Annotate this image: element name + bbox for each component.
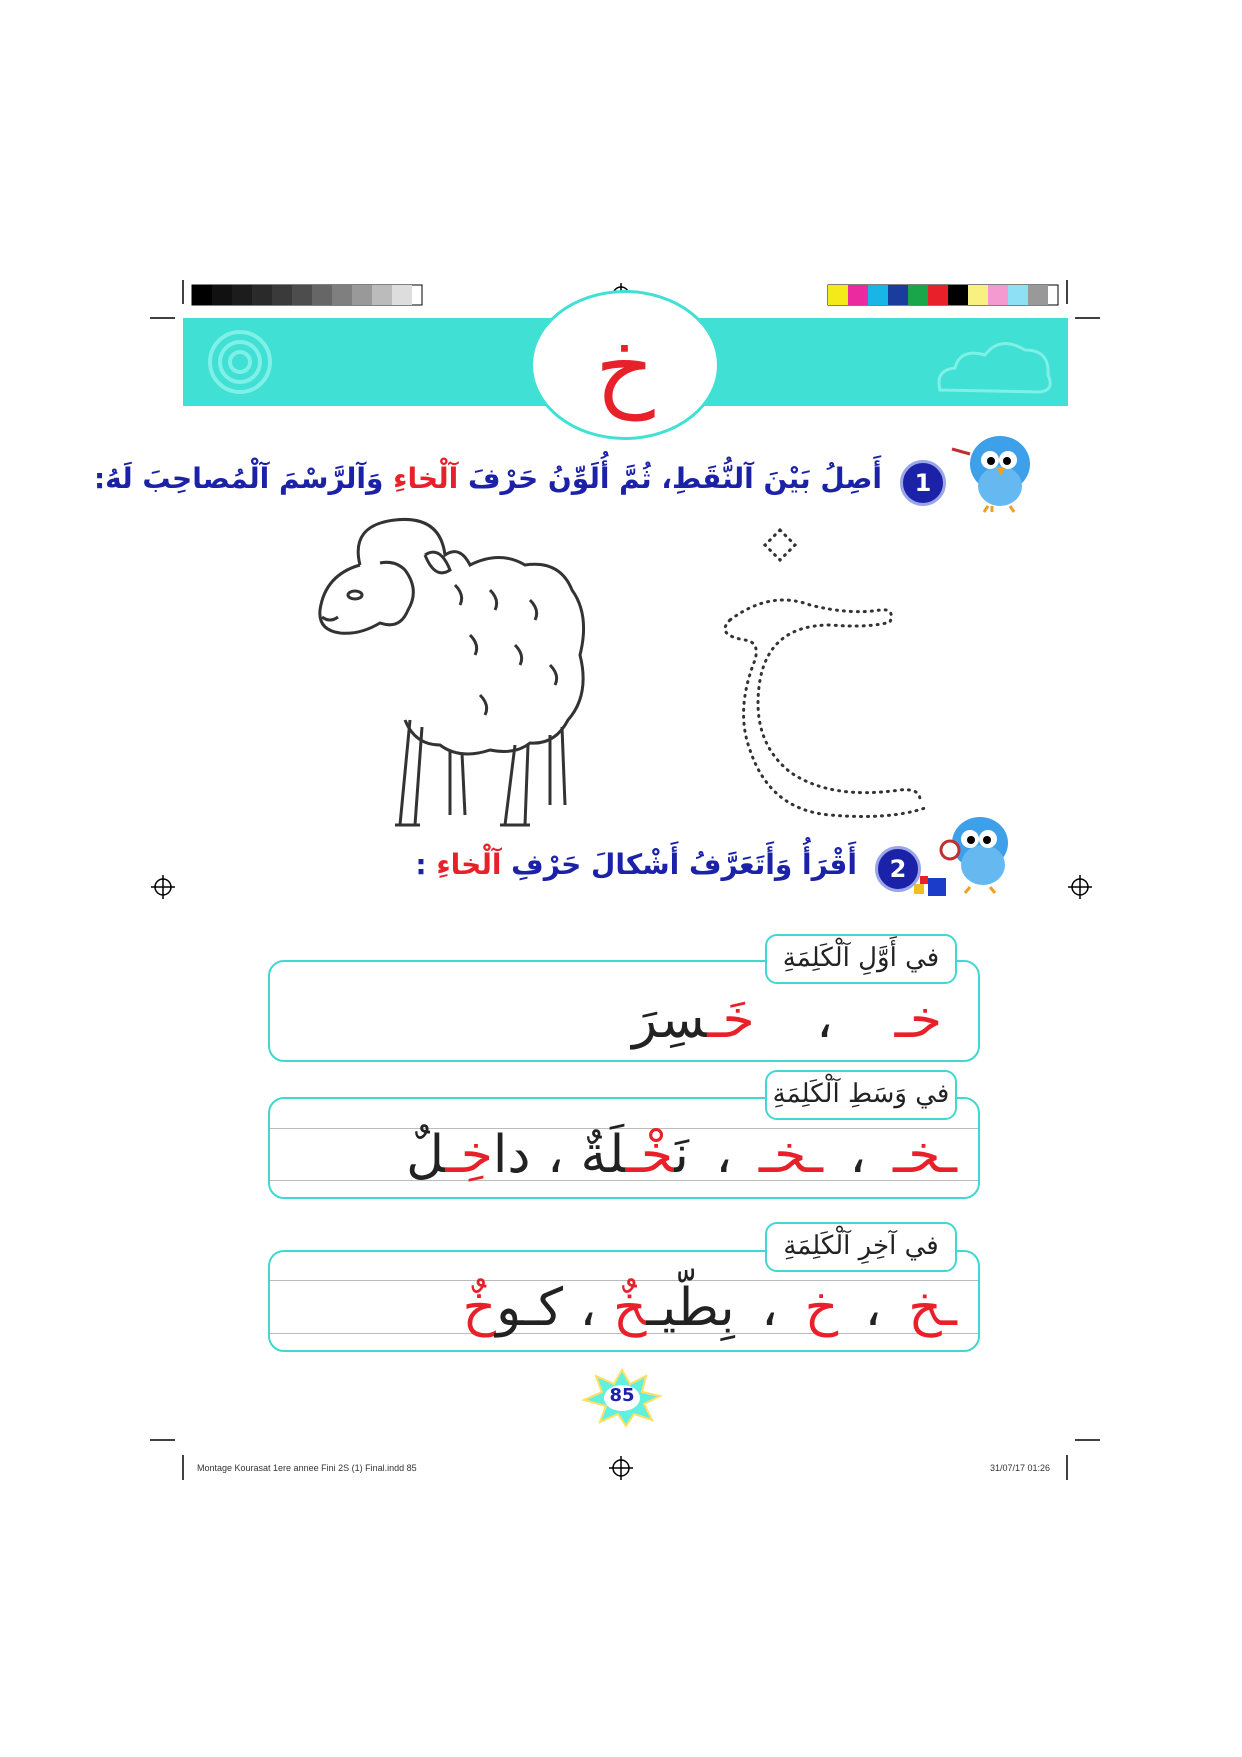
form-medial-1: ـخـ [892,1125,957,1185]
separator: ، [864,1278,882,1338]
section-beginning-forms [632,990,942,1050]
exercise-1-text-before: أَصِلُ بَيْنَ آلنُّقَطِ، ثُمَّ أُلَوِّنُ حَرْفَ [458,462,882,495]
sun-decoration-icon [185,318,305,406]
page-title-letter: خ [595,314,655,421]
separator: ، [849,1125,867,1185]
word-dakhil: داخِـلٌ [406,1125,531,1185]
form-final-connected: ـخ [908,1278,957,1338]
separator: ، [579,1278,597,1338]
section-beginning-label: في أَوَّلِ آلْكَلِمَةِ [765,934,957,984]
word-battikh: بِطّيـخٌ [612,1278,735,1338]
exercise-2-instruction [415,848,857,881]
exercise-2-number: 2 [875,846,921,892]
dotted-letter-kha [700,510,940,840]
exercise-2-text-after: : [415,848,437,881]
page-number: 85 [609,1385,635,1406]
separator: ، [816,990,833,1050]
separator: ، [715,1125,733,1185]
exercise-1-instruction [94,462,882,495]
exercise-2-text-before: أَقْرَأُ وَأَتَعَرَّفُ أَشْكالَ حَرْفِ [501,848,857,881]
section-end-forms [463,1278,957,1338]
sheep-drawing [300,505,600,835]
word-khasira: خَـسِرَ [632,990,755,1050]
form-initial: خـ [894,990,942,1050]
exercise-2-letter-name: آلْخاءِ [436,848,502,881]
bird-mascot-icon [950,424,1040,514]
form-isolated: خ [804,1278,839,1338]
exercise-1-text-after: وَآلرَّسْمَ آلْمُصاحِبَ لَهُ: [93,462,394,495]
footer-date: 31/07/17 01:26 [990,1463,1051,1473]
exercise-1-letter-name: آلْخاءِ [393,462,459,495]
section-end-label: في آخِرِ آلْكَلِمَةِ [765,1222,957,1272]
word-kukh: كـوخٌ [462,1278,563,1338]
separator: ، [761,1278,778,1338]
section-middle-label: في وَسَطِ آلْكَلِمَةِ [765,1070,957,1120]
separator: ، [547,1125,564,1185]
cloud-decoration-icon [930,330,1060,400]
word-nakhla: نَخْـلَةٌ [580,1125,689,1185]
section-middle-forms [406,1125,957,1185]
exercise-1-number: 1 [900,460,946,506]
form-medial-2: ـخـ [758,1125,823,1185]
footer-file-name: Montage Kourasat 1ere annee Fini 2S (1) Final.indd 85 [197,1463,417,1473]
